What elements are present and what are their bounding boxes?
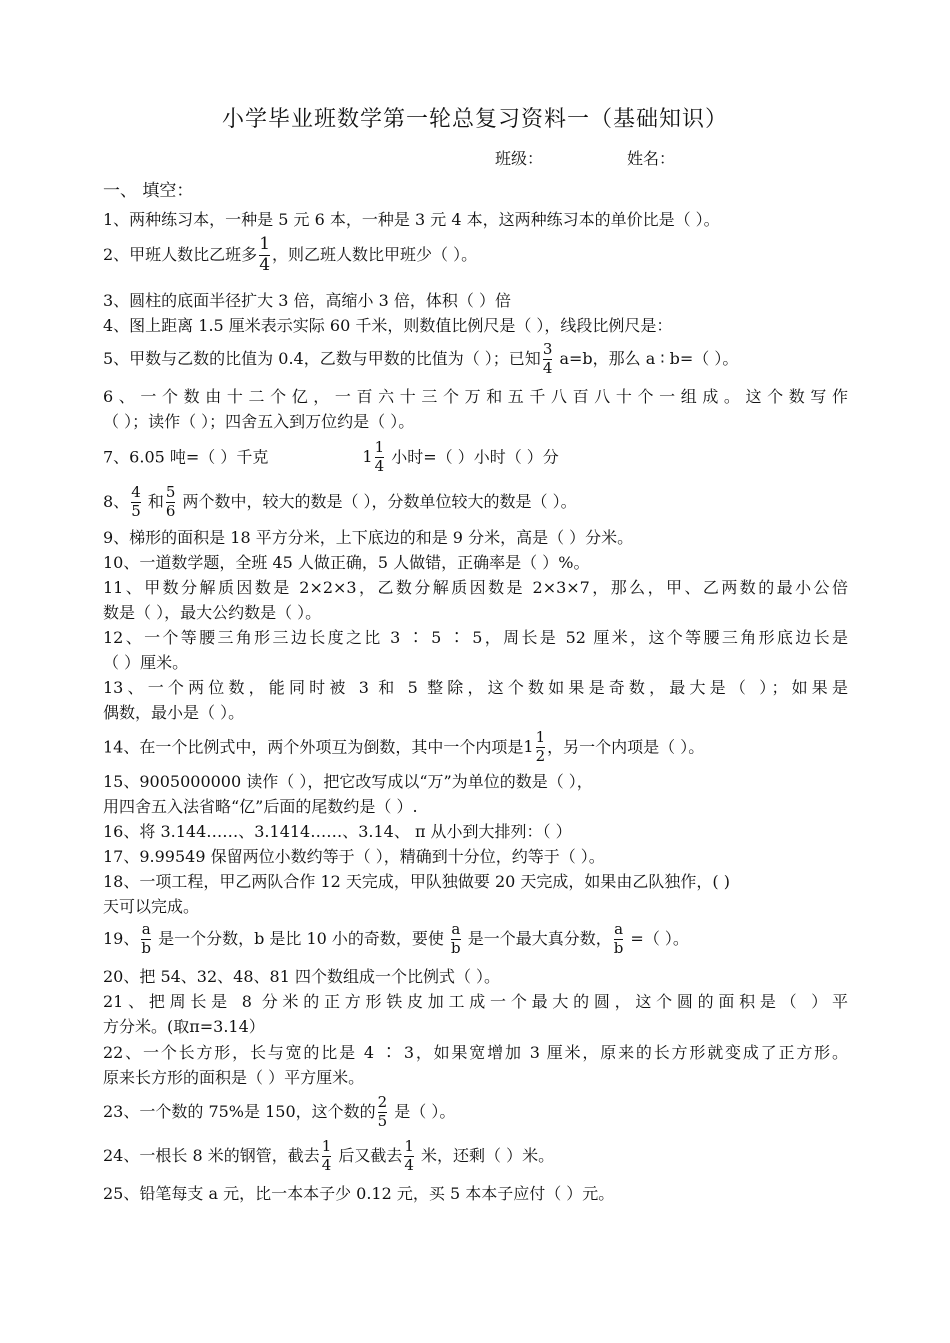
q8-fraction-1 (131, 485, 141, 520)
question-4: 4、图上距离 1.5 厘米表示实际 60 千米，则数值比例尺是（ ），线段比例尺是： (103, 316, 673, 335)
class-label: 班级： (495, 149, 544, 168)
q2-text-b: ，则乙班人数比甲班少（ ）。 (272, 244, 478, 264)
name-label: 姓名： (627, 149, 676, 168)
q23-numerator: 2 (377, 1093, 388, 1111)
question-14 (103, 730, 848, 765)
q24-numerator-1: 1 (321, 1137, 332, 1155)
q7-text-b: 小时=（ ）小时（ ）分 (386, 447, 559, 467)
question-8 (103, 485, 848, 520)
page-title: 小学毕业班数学第一轮总复习资料一（基础知识） (221, 107, 728, 132)
q5-numerator: 3 (542, 340, 553, 358)
question-22-line-1: 22、一个长方形，长与宽的比是 4 ∶ 3，如果宽增加 3 厘米，原来的长方形就变成了正方形。 (103, 1043, 848, 1062)
q24-denominator-2: 4 (404, 1155, 414, 1174)
q24-numerator-2: 1 (404, 1137, 414, 1155)
question-15-line-2: 用四舍五入法省略“亿”后面的尾数约是（ ）. (103, 797, 418, 816)
q2-fraction (259, 236, 270, 275)
q7-fraction (375, 440, 385, 475)
question-19 (103, 922, 848, 957)
q8-numerator-1: 4 (131, 483, 141, 501)
q19-fraction-3 (614, 922, 624, 957)
q24-text-b: 后又截去 (333, 1145, 403, 1165)
q19-text-a: 是一个分数，b 是比 10 小的奇数，要使 (152, 928, 450, 948)
question-13-line-1: 13、一个两位数，能同时被 3 和 5 整除，这个数如果是奇数，最大是（ ）；如果是 (103, 678, 848, 697)
q2-denominator: 4 (259, 254, 271, 275)
question-5 (103, 342, 848, 377)
q24-text-c: 米，还剩（ ）米。 (415, 1145, 555, 1165)
q5-text-b: a=b，那么 a ∶ b=（ ）。 (554, 348, 739, 368)
q23-denominator: 5 (377, 1111, 388, 1130)
q23-fraction (378, 1095, 388, 1130)
question-17: 17、9.99549 保留两位小数约等于（ ），精确到十分位，约等于（ ）。 (103, 847, 605, 866)
question-13-line-2: 偶数，最小是（ ）。 (103, 703, 245, 722)
question-9: 9、梯形的面积是 18 平方分米，上下底边的和是 9 分米，高是（ ）分米。 (103, 528, 634, 547)
question-23 (103, 1095, 848, 1130)
question-6-line-2: （ ）；读作（ ）；四舍五入到万位约是（ ）。 (103, 412, 415, 431)
question-12-line-2: （ ）厘米。 (103, 653, 189, 672)
q8-and: 和 (142, 491, 164, 511)
question-18-line-2: 天可以完成。 (103, 897, 200, 916)
q8-text-b: 两个数中，较大的数是（ ），分数单位较大的数是（ ）。 (177, 491, 577, 511)
question-11-line-1: 11、甲数分解质因数是 2×2×3，乙数分解质因数是 2×3×7，那么，甲、乙两数的最小公倍 (103, 578, 848, 597)
section-fill-in-blanks: 一、 填空： (103, 181, 194, 201)
q8-denominator-1: 5 (131, 501, 141, 520)
q8-prefix: 8、 (103, 491, 130, 511)
q24-fraction-2 (404, 1139, 414, 1174)
question-7 (103, 440, 848, 475)
question-16: 16、将 3.144……、3.1414……、3.14、 π 从小到大排列：（ ） (103, 822, 572, 841)
q19-numerator-3: a (614, 920, 624, 938)
q14-fraction (536, 730, 546, 765)
q19-numerator-2: a (451, 920, 461, 938)
q19-denominator-1: b (141, 938, 151, 957)
q2-text-a: 2、甲班人数比乙班多 (103, 244, 258, 264)
q5-fraction (543, 342, 553, 377)
question-24 (103, 1139, 848, 1174)
question-1: 1、两种练习本，一种是 5 元 6 本，一种是 3 元 4 本，这两种练习本的单价比是（ ）。 (103, 210, 720, 229)
question-6-line-1: 6、一个数由十二个亿，一百六十三个万和五千八百八十个一组成。这个数写作 (103, 387, 848, 406)
q19-text-b: 是一个最大真分数， (462, 928, 612, 948)
q5-text-a: 5、甲数与乙数的比值为 0.4，乙数与甲数的比值为（ ）；已知 (103, 348, 541, 368)
q7-numerator: 1 (374, 438, 385, 456)
q19-prefix: 19、 (103, 928, 140, 948)
question-18-line-1: 18、一项工程，甲乙两队合作 12 天完成，甲队独做要 20 天完成，如果由乙队独作，( ) (103, 872, 730, 891)
q14-denominator: 2 (535, 746, 546, 765)
question-3: 3、圆柱的底面半径扩大 3 倍，高缩小 3 倍，体积（ ）倍 (103, 291, 511, 310)
q7-denominator: 4 (374, 456, 385, 475)
question-12-line-1: 12、一个等腰三角形三边长度之比 3 ∶ 5 ∶ 5，周长是 52 厘米，这个等腰三角形底边长是 (103, 628, 848, 647)
q8-fraction-2 (166, 485, 176, 520)
q8-denominator-2: 6 (165, 501, 176, 520)
q7-text-a: 7、6.05 吨=（ ）千克 (103, 447, 269, 467)
q14-whole: 1 (523, 737, 534, 757)
question-2 (103, 236, 848, 275)
q19-text-c: =（ ）。 (625, 928, 689, 948)
question-21-line-1: 21、把周长是 8 分米的正方形铁皮加工成一个最大的圆，这个圆的面积是（ ）平 (103, 992, 848, 1011)
question-15-line-1: 15、9005000000 读作（ ），把它改写成以“万”为单位的数是（ ）， (103, 772, 593, 791)
q2-numerator: 1 (259, 234, 271, 254)
q8-numerator-2: 5 (165, 483, 176, 501)
q19-denominator-3: b (613, 938, 624, 957)
q14-mixed-number (523, 730, 547, 765)
question-25: 25、铅笔每支 a 元，比一本本子少 0.12 元，买 5 本本子应付（ ）元。 (103, 1184, 615, 1203)
q19-numerator-1: a (141, 920, 151, 938)
q19-denominator-2: b (451, 938, 461, 957)
q7-whole: 1 (362, 447, 373, 467)
q24-fraction-1 (322, 1139, 332, 1174)
q19-fraction-1 (141, 922, 151, 957)
question-22-line-2: 原来长方形的面积是（ ）平方厘米。 (103, 1068, 365, 1087)
q14-numerator: 1 (535, 728, 546, 746)
question-11-line-2: 数是（ ），最大公约数是（ ）。 (103, 603, 322, 622)
question-10: 10、一道数学题，全班 45 人做正确，5 人做错，正确率是（ ）%。 (103, 553, 590, 572)
q24-text-a: 24、一根长 8 米的钢管，截去 (103, 1145, 320, 1165)
q14-text-a: 14、在一个比例式中，两个外项互为倒数，其中一个内项是 (103, 737, 524, 757)
q23-text-b: 是（ ）。 (389, 1101, 456, 1121)
q23-text-a: 23、一个数的 75%是 150，这个数的 (103, 1101, 376, 1121)
q24-denominator-1: 4 (321, 1155, 332, 1174)
question-21-line-2: 方分米。(取π=3.14） (103, 1017, 265, 1036)
q14-text-b: ，另一个内项是（ ）。 (547, 737, 705, 757)
q19-fraction-2 (451, 922, 461, 957)
q5-denominator: 4 (542, 358, 553, 377)
q7-mixed-number (362, 440, 386, 475)
question-20: 20、把 54、32、48、81 四个数组成一个比例式（ ）。 (103, 967, 501, 986)
